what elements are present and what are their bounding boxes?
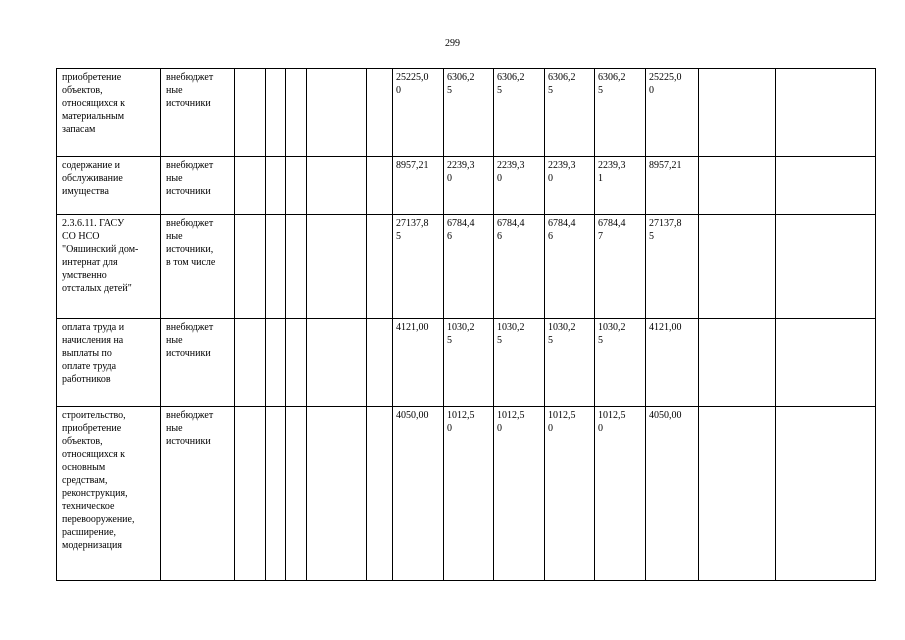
v1-cell: 2239,3 0 [444, 157, 494, 215]
v2-cell: 1012,5 0 [494, 407, 545, 581]
empty-cell [699, 69, 776, 157]
empty-cell [307, 319, 367, 407]
name-cell: приобретение объектов, относящихся к материальным запасам [57, 69, 161, 157]
source-cell: внебюджет ные источники [161, 69, 235, 157]
total-cell: 4121,00 [393, 319, 444, 407]
v1-cell: 6306,2 5 [444, 69, 494, 157]
total-cell: 4050,00 [393, 407, 444, 581]
empty-cell [307, 215, 367, 319]
v1-cell: 1030,2 5 [444, 319, 494, 407]
v2-cell: 6784,4 6 [494, 215, 545, 319]
v4-cell: 1030,2 5 [595, 319, 646, 407]
empty-cell [367, 157, 393, 215]
v2-cell: 1030,2 5 [494, 319, 545, 407]
v4-cell: 6784,4 7 [595, 215, 646, 319]
v4-cell: 1012,5 0 [595, 407, 646, 581]
empty-cell [235, 215, 266, 319]
empty-cell [235, 407, 266, 581]
empty-cell [286, 407, 307, 581]
table-row [57, 407, 876, 581]
empty-cell [266, 407, 286, 581]
table-row [57, 157, 876, 215]
v3-cell: 2239,3 0 [545, 157, 595, 215]
page-number: 299 [445, 38, 460, 49]
total2-cell: 27137,8 5 [646, 215, 699, 319]
total-cell: 8957,21 [393, 157, 444, 215]
empty-cell [307, 407, 367, 581]
empty-cell [266, 215, 286, 319]
empty-cell [266, 69, 286, 157]
empty-cell [286, 215, 307, 319]
total2-cell: 4121,00 [646, 319, 699, 407]
total-cell: 25225,0 0 [393, 69, 444, 157]
empty-cell [235, 319, 266, 407]
empty-cell [699, 407, 776, 581]
v4-cell: 6306,2 5 [595, 69, 646, 157]
v3-cell: 6306,2 5 [545, 69, 595, 157]
source-cell: внебюджет ные источники [161, 319, 235, 407]
empty-cell [699, 319, 776, 407]
empty-cell [286, 69, 307, 157]
total-cell: 27137,8 5 [393, 215, 444, 319]
table-row [57, 69, 876, 157]
empty-cell [776, 407, 876, 581]
total2-cell: 25225,0 0 [646, 69, 699, 157]
source-cell: внебюджет ные источники [161, 407, 235, 581]
v4-cell: 2239,3 1 [595, 157, 646, 215]
name-cell: строительство, приобретение объектов, относящихся к основным средствам, реконструкция, техническое перевооружение, расширение, модернизация [57, 407, 161, 581]
empty-cell [235, 157, 266, 215]
source-cell: внебюджет ные источники [161, 157, 235, 215]
empty-cell [367, 319, 393, 407]
budget-table [56, 68, 876, 581]
empty-cell [266, 319, 286, 407]
empty-cell [367, 69, 393, 157]
v2-cell: 6306,2 5 [494, 69, 545, 157]
table-row [57, 319, 876, 407]
source-cell: внебюджет ные источники, в том числе [161, 215, 235, 319]
empty-cell [367, 215, 393, 319]
total2-cell: 4050,00 [646, 407, 699, 581]
name-cell: оплата труда и начисления на выплаты по оплате труда работников [57, 319, 161, 407]
empty-cell [266, 157, 286, 215]
total2-cell: 8957,21 [646, 157, 699, 215]
empty-cell [235, 69, 266, 157]
empty-cell [776, 319, 876, 407]
v3-cell: 1030,2 5 [545, 319, 595, 407]
empty-cell [699, 157, 776, 215]
empty-cell [286, 157, 307, 215]
v3-cell: 1012,5 0 [545, 407, 595, 581]
empty-cell [776, 215, 876, 319]
empty-cell [699, 215, 776, 319]
v1-cell: 1012,5 0 [444, 407, 494, 581]
v1-cell: 6784,4 6 [444, 215, 494, 319]
empty-cell [307, 69, 367, 157]
name-cell: 2.3.6.11. ГАСУ СО НСО "Ояшинский дом- интернат для умственно отсталых детей" [57, 215, 161, 319]
empty-cell [776, 157, 876, 215]
v2-cell: 2239,3 0 [494, 157, 545, 215]
empty-cell [307, 157, 367, 215]
v3-cell: 6784,4 6 [545, 215, 595, 319]
table-row [57, 215, 876, 319]
empty-cell [367, 407, 393, 581]
empty-cell [286, 319, 307, 407]
empty-cell [776, 69, 876, 157]
name-cell: содержание и обслуживание имущества [57, 157, 161, 215]
